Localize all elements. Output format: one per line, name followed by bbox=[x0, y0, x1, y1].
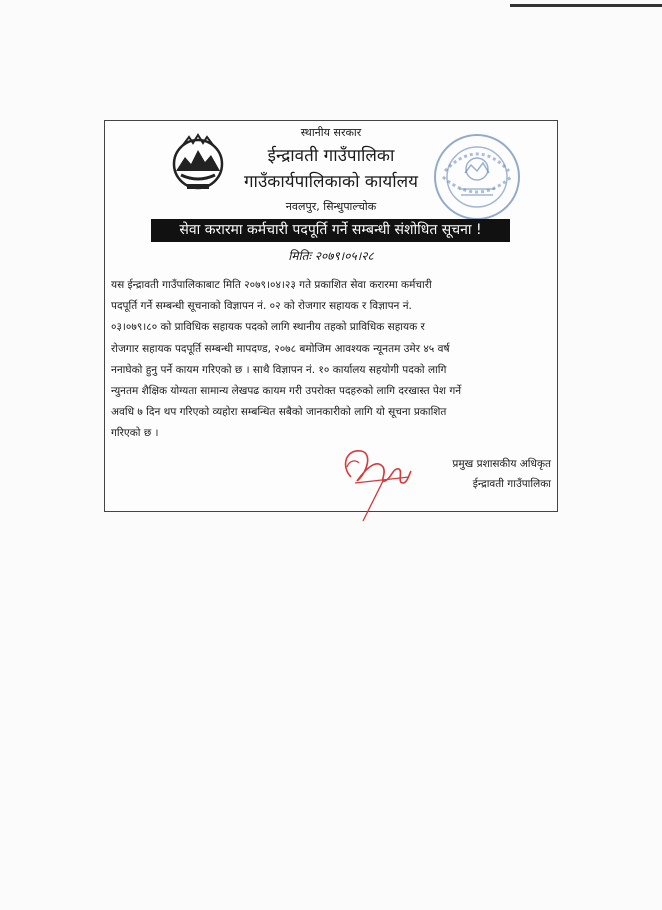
notice-body: यस ईन्द्रावती गाउँपालिकाबाट मिति २०७९।०४।२३ गते प्रकाशित सेवा करारमा कर्मचारी पदपूर्ति गर्ने सम्बन्धी सूचनाको विज्ञापन नं. ०२ को रोजगार सहायक र विज्ञापन नं. ०३।०७९।८० को प्राविधिक सहायक पदको लागि स्थानीय तहको प्राविधिक सहायक र रोजगार सहायक पदपूर्ति सम्बन्धी मापदण्ड, २०७८ बमोजिम आवश्यक न्यूनतम उमेर ४५ वर्ष ननाघेको हुनु पर्ने कायम गरिएको छ । साथै विज्ञापन नं. १० कार्यालय सहयोगी पदको लागि न्युनतम शैक्षिक योग्यता सामान्य लेखपढ कायम गरी उपरोक्त पदहरुको लागि दरखास्त पेश गर्ने अवधि ७ दिन थप गरिएको व्यहोरा सम्बन्धित सबैको जानकारीको लागि यो सूचना प्रकाशित गरिएको छ । bbox=[111, 279, 462, 440]
handwritten-signature bbox=[337, 437, 419, 523]
notice-box bbox=[104, 120, 558, 512]
top-edge-rule bbox=[510, 4, 662, 7]
local-government-label: स्थानीय सरकार bbox=[300, 126, 362, 139]
signatory-title: प्रमुख प्रशासकीय अधिकृत bbox=[452, 458, 551, 470]
signatory-organization: ईन्द्रावती गाउँपालिका bbox=[472, 478, 551, 490]
office-name: गाउँकार्यपालिकाको कार्यालय bbox=[243, 172, 419, 192]
municipality-name: ईन्द्रावती गाउँपालिका bbox=[267, 146, 395, 166]
notice-title: सेवा करारमा कर्मचारी पदपूर्ति गर्ने सम्बन्धी संशोधित सूचना ! bbox=[151, 219, 510, 242]
office-address: नवलपुर, सिन्धुपाल्चोक bbox=[285, 200, 377, 213]
notice-date: मितिः २०७९।०५।२८ bbox=[288, 249, 374, 263]
